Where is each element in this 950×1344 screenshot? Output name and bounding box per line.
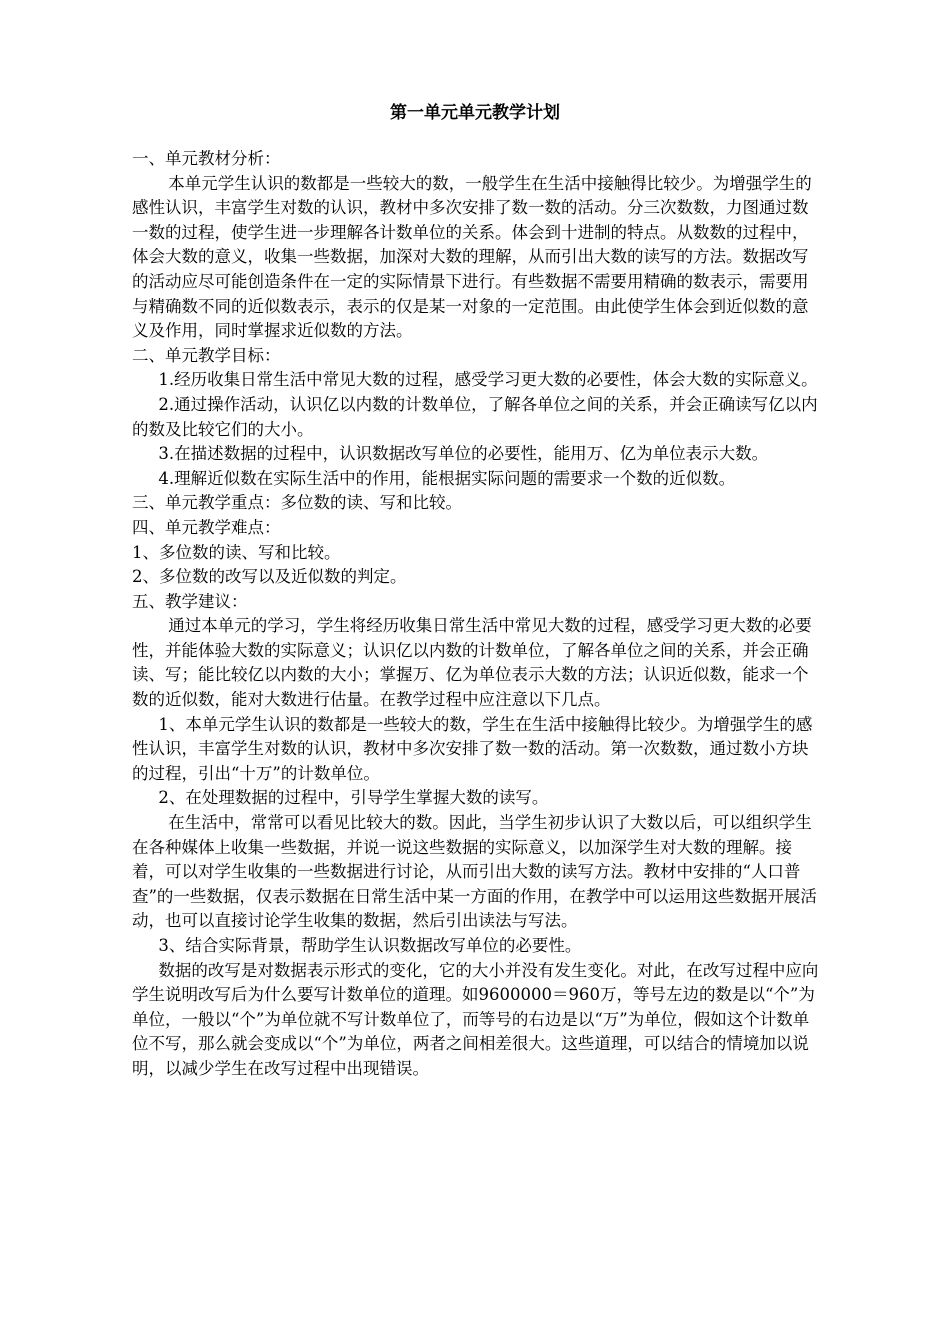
document-body (132, 147, 824, 1082)
section-heading-goals: 二、单元教学目标： (132, 345, 281, 365)
difficulty-item-2: 2、多位数的改写以及近似数的判定。 (132, 567, 407, 587)
suggestions-paragraph: 通过本单元的学习，学生将经历收集日常生活中常见大数的过程，感受学习更大数的必要性，并能体验大数的实际意义；认识亿以内数的计数单位，了解各单位之间的关系，并会正确读、写；能比较亿以内数的大小；掌握万、亿为单位表示大数的方法；认识近似数，能求一个数的近似数，能对大数进行估量。在教学过程中应注意以下几点。 (132, 616, 812, 710)
suggestion-point-3: 3、结合实际背景，帮助学生认识数据改写单位的必要性。 (158, 936, 582, 955)
suggestion-point-1: 1、本单元学生认识的数都是一些较大的数，学生在生活中接触得比较少。为增强学生的感性认识，丰富学生对数的认识，教材中多次安排了数一数的活动。第一次数数，通过数小方块的过程，引出“十万”的计数单位。 (132, 714, 813, 783)
goal-item-4: 4.理解近似数在实际生活中的作用，能根据实际问题的需要求一个数的近似数。 (158, 468, 736, 488)
suggestion-point-2-paragraph: 在生活中，常常可以看见比较大的数。因此，当学生初步认识了大数以后，可以组织学生在各种媒体上收集一些数据，并说一说这些数据的实际意义，以加深学生对大数的理解。接着，可以对学生收集的一些数据进行讨论，从而引出大数的读写方法。教材中安排的“人口普查”的一些数据，仅表示数据在日常生活中某一方面的作用，在教学中可以运用这些数据开展活动，也可以直接讨论学生收集的数据，然后引出读法与写法。 (132, 813, 817, 931)
suggestion-point-2: 2、在处理数据的过程中，引导学生掌握大数的读写。 (158, 788, 549, 808)
analysis-paragraph: 本单元学生认识的数都是一些较大的数，一般学生在生活中接触得比较少。为增强学生的感性认识，丰富学生对数的认识，教材中多次安排了数一数的活动。分三次数数，力图通过数一数的过程，使学生进一步理解各计数单位的关系。体会到十进制的特点。从数数的过程中，体会大数的意义，收集一些数据，加深对大数的理解，从而引出大数的读写的方法。数据改写的活动应尽可能创造条件在一定的实际情景下进行。有些数据不需要用精确的数表示，需要用与精确数不同的近似数表示，表示的仅是某一对象的一定范围。由此使学生体会到近似数的意义及作用，同时掌握求近似数的方法。 (132, 173, 812, 341)
document-title: 第一单元单元教学计划 (390, 103, 560, 123)
difficulty-item-1: 1、多位数的读、写和比较。 (132, 542, 341, 562)
section-heading-suggestions: 五、教学建议： (132, 591, 248, 611)
goal-item-2: 2.通过操作活动，认识亿以内数的计数单位，了解各单位之间的关系，并会正确读写亿以内的数及比较它们的大小。 (132, 394, 818, 439)
goal-item-1: 1.经历收集日常生活中常见大数的过程，感受学习更大数的必要性，体会大数的实际意义。 (158, 370, 818, 390)
goal-item-3: 3.在描述数据的过程中，认识数据改写单位的必要性，能用万、亿为单位表示大数。 (158, 444, 769, 464)
section-heading-difficulties: 四、单元教学难点： (132, 517, 281, 537)
suggestion-point-3-paragraph: 数据的改写是对数据表示形式的变化，它的大小并没有发生变化。对此，在改写过程中应向学生说明改写后为什么要写计数单位的道理。如9600000＝960万，等号左边的数是以“个”为单位，一般以“个”为单位就不写计数单位了，而等号的右边是以“万”为单位，假如这个计数单位不写，那么就会变成以“个”为单位，两者之间相差很大。这些道理，可以结合的情境加以说明，以减少学生在改写过程中出现错误。 (132, 960, 819, 1078)
section-heading-key-points: 三、单元教学重点：多位数的读、写和比较。 (132, 493, 462, 513)
section-heading-analysis: 一、单元教材分析： (132, 149, 281, 168)
